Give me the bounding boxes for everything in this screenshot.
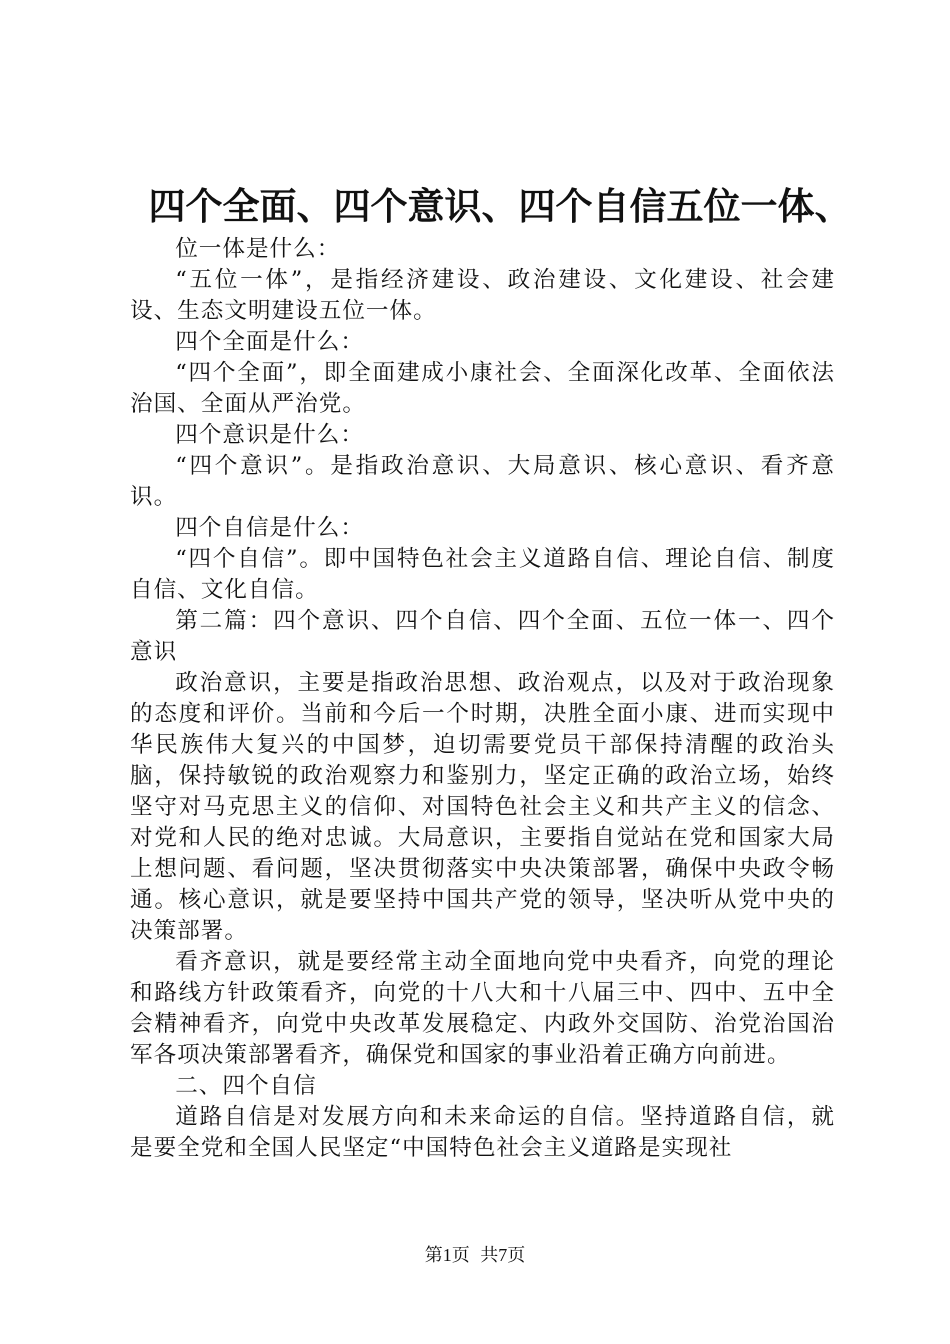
document-body xyxy=(130,234,835,1164)
paragraph: “四个自信”。即中国特色社会主义道路自信、理论自信、制度自信、文化自信。 xyxy=(130,546,835,603)
paragraph: 看齐意识，就是要经常主动全面地向党中央看齐，向党的理论和路线方针政策看齐，向党的十八大和十八届三中、四中、五中全会精神看齐，向党中央改革发展稳定、内政外交国防、治党治国治军各项决策部署看齐，确保党和国家的事业沿着正确方向前进。 xyxy=(130,949,835,1068)
paragraph: “四个意识”。是指政治意识、大局意识、核心意识、看齐意识。 xyxy=(130,453,835,510)
paragraph: “四个全面”，即全面建成小康社会、全面深化改革、全面依法治国、全面从严治党。 xyxy=(130,360,835,417)
paragraph: 四个意识是什么： xyxy=(175,422,364,448)
section-heading: 第二篇：四个意识、四个自信、四个全面、五位一体一、四个意识 xyxy=(130,608,835,665)
page-footer xyxy=(0,1244,950,1266)
section-heading: 二、四个自信 xyxy=(175,1073,317,1099)
paragraph: “五位一体”，是指经济建设、政治建设、文化建设、社会建设、生态文明建设五位一体。 xyxy=(130,267,835,324)
page-total: 共7页 xyxy=(480,1245,526,1265)
paragraph: 四个全面是什么： xyxy=(175,329,364,355)
document-title: 四个全面、四个意识、四个自信五位一体、 xyxy=(148,184,852,228)
paragraph: 政治意识，主要是指政治思想、政治观点，以及对于政治现象的态度和评价。当前和今后一个时期，决胜全面小康、进而实现中华民族伟大复兴的中国梦，迫切需要党员干部保持清醒的政治头脑，保持敏锐的政治观察力和鉴别力，坚定正确的政治立场，始终坚守对马克思主义的信仰、对国特色社会主义和共产主义的信念、对党和人民的绝对忠诚。大局意识，主要指自觉站在党和国家大局上想问题、看问题，坚决贯彻落实中央决策部署，确保中央政令畅通。核心意识，就是要坚持中国共产党的领导，坚决听从党中央的决策部署。 xyxy=(130,670,835,944)
page-number: 第1页 xyxy=(424,1245,470,1265)
paragraph: 道路自信是对发展方向和未来命运的自信。坚持道路自信，就是要全党和全国人民坚定“中国特色社会主义道路是实现社 xyxy=(130,1104,835,1161)
paragraph: 四个自信是什么： xyxy=(175,515,364,541)
paragraph: 位一体是什么： xyxy=(175,236,341,262)
